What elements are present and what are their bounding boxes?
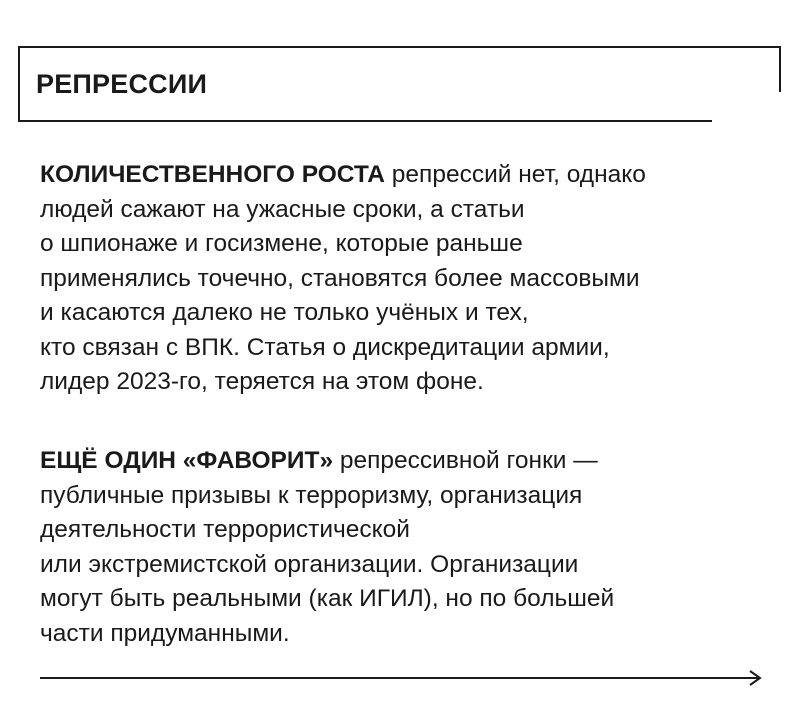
title-frame-left-line (18, 46, 20, 122)
paragraph-line: могут быть реальными (как ИГИЛ), но по большей (40, 585, 615, 612)
paragraph-another-favorite (40, 444, 780, 651)
paragraph-line: публичные призывы к терроризму, организация (40, 481, 583, 509)
paragraph-lead: КОЛИЧЕСТВЕННОГО РОСТА (40, 161, 385, 188)
paragraph-repression-growth (40, 158, 780, 400)
paragraph-line: и касаются далеко не только учёных и тех, (40, 299, 529, 326)
paragraph-line: репрессий нет, однако (385, 161, 646, 188)
paragraph-line: применялись точечно, становятся более массовыми (40, 264, 640, 292)
right-arrow-icon (40, 668, 764, 688)
title-frame-right-line (779, 46, 781, 92)
paragraph-line: кто связан с ВПК. Статья о дискредитации армии, (40, 333, 610, 361)
paragraph-line: или экстремистской организации. Организации (40, 550, 579, 578)
paragraph-line: репрессивной гонки — (333, 447, 598, 474)
title-frame-top-line (18, 46, 781, 48)
paragraph-line: деятельности террористической (40, 516, 410, 543)
section-title: РЕПРЕССИИ (36, 69, 208, 99)
paragraph-line: о шпионаже и госизмене, которые раньше (40, 230, 523, 257)
paragraph-line: части придуманными. (40, 619, 290, 647)
title-frame-bottom-line (18, 120, 712, 122)
paragraph-lead: ЕЩЁ ОДИН «ФАВОРИТ» (40, 447, 334, 474)
paragraph-line: людей сажают на ужасные сроки, а статьи (40, 195, 525, 223)
paragraph-line: лидер 2023-го, теряется на этом фоне. (40, 368, 484, 395)
